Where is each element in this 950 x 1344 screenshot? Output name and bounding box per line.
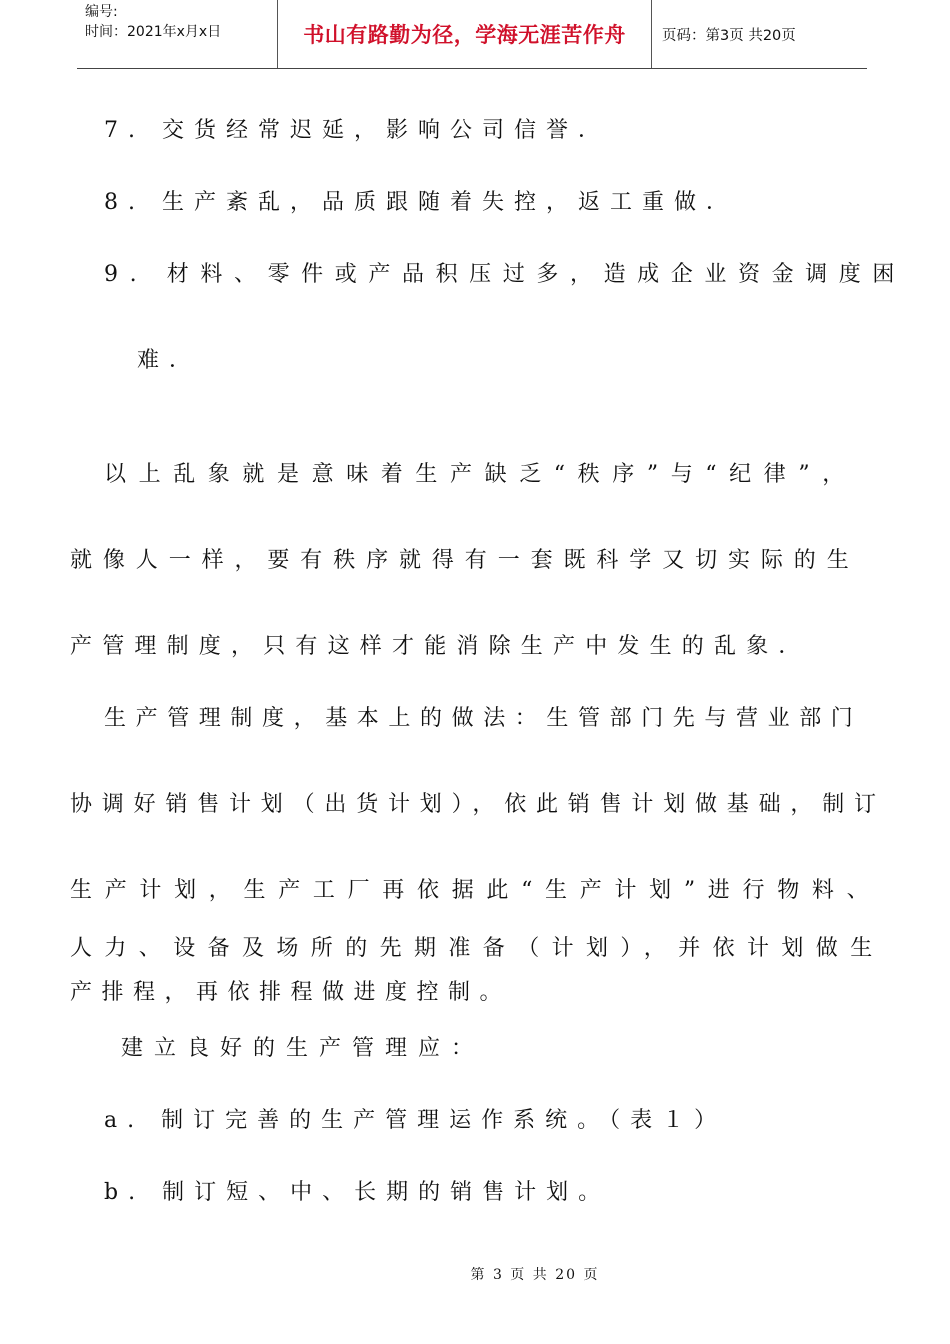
paragraph-line: 产排程，再依排程做进度控制。 (70, 980, 512, 1005)
paragraph-line: 产管理制度，只有这样才能消除生产中发生的乱象． (70, 634, 811, 659)
list-item-8: 8. 生产紊乱，品质跟随着失控，返工重做． (104, 190, 738, 215)
document-time: 时间：2021年x月x日 (85, 24, 222, 40)
header-page-info: 页码：第3页 共20页 (651, 0, 867, 68)
list-item-a: a. 制订完善的生产管理运作系统。（表１） (104, 1108, 727, 1133)
paragraph-line: 以上乱象就是意味着生产缺乏“秩序”与“纪律”， (104, 462, 857, 487)
paragraph-line: 协调好销售计划（出货计划），依此销售计划做基础，制订 (70, 792, 886, 817)
list-item-7: 7. 交货经常迟延，影响公司信誉． (104, 118, 610, 143)
paragraph-line: 就像人一样，要有秩序就得有一套既科学又切实际的生 (70, 548, 860, 573)
page-header (77, 0, 867, 69)
list-item-b: b. 制订短、中、长期的销售计划。 (104, 1180, 611, 1205)
paragraph-line: 生产计划，生产工厂再依据此“生产计划”进行物料、 (70, 878, 882, 903)
header-meta (77, 0, 277, 68)
page-footer: 第 3 页 共 20 页 (470, 1267, 600, 1283)
list-item-9: 9. 材料、零件或产品积压过多，造成企业资金调度困 (104, 262, 906, 287)
header-motto: 书山有路勤为径，学海无涯苦作舟 (277, 0, 651, 68)
section-lead: 建立良好的生产管理应： (121, 1036, 485, 1061)
paragraph-line: 生产管理制度，基本上的做法：生管部门先与营业部门 (104, 706, 863, 731)
document-number-label: 编号: (85, 4, 118, 20)
paragraph-line: 人力、设备及场所的先期准备（计划），并依计划做生 (70, 936, 885, 961)
list-item-9-continued: 难． (137, 348, 202, 373)
